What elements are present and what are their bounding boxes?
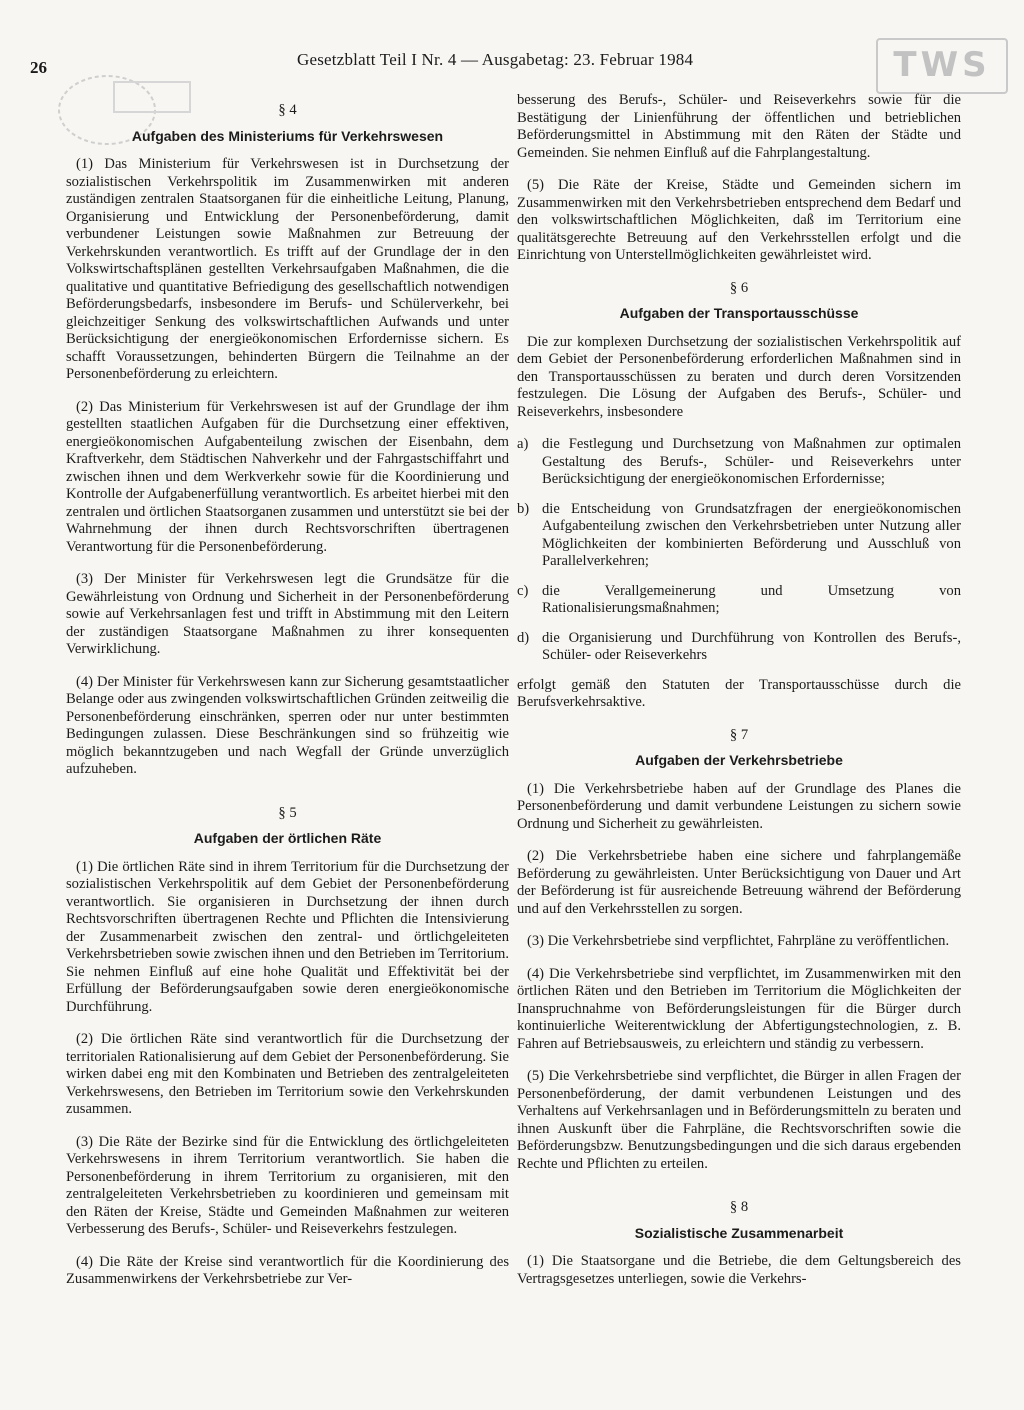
left-column bbox=[66, 90, 509, 1304]
list-item bbox=[517, 501, 961, 571]
section-8-title: Sozialistische Zusammenarbeit bbox=[634, 1224, 844, 1241]
section-5-paragraph-5: (5) Die Räte der Kreise, Städte und Gemeinden sichern im Zusammenwirken mit den Verkehrsbetrieben entsprechend dem Bedarf und den volkswirtschaftlichen Möglichkeiten, daß im Territorium eine qualitätsgerechte Betreuung auf den Verkehrsstellen erfolgt und die Einrichtung von Unterstellmöglichkeiten gewährleistet wird. bbox=[517, 177, 961, 263]
section-5-paragraph-2: (2) Die örtlichen Räte sind verantwortlich für die Durchsetzung der territorialen Rationalisierung auf dem Gebiet der Personenbeförderung. Sie wirken dabei eng mit den Kombinaten und Betrieben des zentralgeleiteten Verkehrswesens, den Betrieben im Territorium sowie den Verkehrskunden zusammen. bbox=[66, 1031, 509, 1117]
list-item-text: die Festlegung und Durchsetzung von Maßnahmen zur optimalen Gestaltung des Berufs-, Schüler- und Reiseverkehrs unter Berücksichtigung der energieökonomischen Erfordernisse; bbox=[542, 436, 961, 487]
section-4-paragraph-2: (2) Das Ministerium für Verkehrswesen ist auf der Grundlage der ihm gestellten staatlichen Aufgaben für die Durchsetzung einer effektiven, energieökonomischen Aufgabenteilung zwischen der Eisenbahn, dem Kraftverkehr, dem Städtischen Nahverkehr und der Fahrgastschiffahrt und zwischen ihnen und dem Werkverkehr sowie für die Koordinierung und Kontrolle der Aufgabenerfüllung verantwortlich. Es arbeitet hierbei mit den zentralen und örtlichen Staatsorganen zusammen und unterstützt sie bei der Wahrnehmung der ihnen durch Rechtsvorschriften übertragenen Verantwortung für die Personenbeförderung. bbox=[66, 398, 509, 555]
list-item-letter: a) bbox=[517, 436, 529, 452]
right-column bbox=[517, 92, 961, 1303]
archive-stamp: TWS bbox=[876, 38, 1008, 94]
section-7-number: § 7 bbox=[729, 726, 749, 743]
list-item-letter: d) bbox=[517, 629, 530, 646]
list-item-text: die Verallgemeinerung und Umsetzung von Rationalisierungsmaßnahmen; bbox=[542, 582, 961, 616]
list-item-letter: c) bbox=[517, 582, 529, 599]
section-7-paragraph-3: (3) Die Verkehrsbetriebe sind verpflichtet, Fahrpläne zu veröffentlichen. bbox=[527, 933, 950, 949]
section-6-number: § 6 bbox=[729, 279, 749, 296]
section-7-paragraph-2: (2) Die Verkehrsbetriebe haben eine sichere und fahrplangemäße Beförderung zu gewährleisten. Unter Berücksichtigung von Dauer und Art der Beförderung ist für ausreichende Betreuung während der Beförderung und auf den Verkehrsstellen zu sorgen. bbox=[517, 848, 961, 917]
section-5-paragraph-3: (3) Die Räte der Bezirke sind für die Entwicklung des örtlichgeleiteten Verkehrswesens in ihrem Territorium verantwortlich. Sie haben die Personenbeförderung in ihrem Territorium zu organisieren, mit den zentralgeleiteten Verkehrsbetrieben zu koordinieren und gemeinsam mit den Räten der Kreise, Städte und Gemeinden Maßnahmen zur weiteren Verbesserung des Berufs-, Schüler- und Reiseverkehrs festzulegen. bbox=[66, 1133, 509, 1237]
section-6-closing: erfolgt gemäß den Statuten der Transportausschüsse durch die Berufsverkehrsaktive. bbox=[517, 676, 961, 710]
section-5-paragraph-4: (4) Die Räte der Kreise sind verantwortlich für die Koordinierung des Zusammenwirkens der Verkehrsbetriebe zur Ver- bbox=[66, 1253, 509, 1287]
section-6-item-list bbox=[517, 436, 961, 665]
section-7-title: Aufgaben der Verkehrsbetriebe bbox=[635, 752, 843, 768]
section-7-paragraph-1: (1) Die Verkehrsbetriebe haben auf der Grundlage des Planes die Personenbeförderung und damit verbundene Leistungen zu sichern sowie Ordnung und Sicherheit zu gewährleisten. bbox=[517, 780, 961, 832]
running-head: Gesetzblatt Teil I Nr. 4 — Ausgabetag: 23. Februar 1984 bbox=[297, 50, 694, 69]
section-8-number: § 8 bbox=[729, 1199, 749, 1215]
list-item bbox=[517, 436, 961, 489]
list-item-text: die Entscheidung von Grundsatzfragen der energieökonomischen Aufgabenteilung zwischen den Verkehrsbetrieben unter Nutzung aller Möglichkeiten der kombinierten Beförderung und Ausschluß von Parallelverkehren; bbox=[542, 500, 961, 569]
section-8-paragraph-1: (1) Die Staatsorgane und die Betriebe, die dem Geltungsbereich des Vertragsgesetzes unterliegen, sowie die Verkehrs- bbox=[517, 1253, 961, 1287]
section-4-title: Aufgaben des Ministeriums für Verkehrswesen bbox=[131, 127, 444, 144]
section-4-number: § 4 bbox=[278, 102, 297, 118]
section-4-paragraph-1: (1) Das Ministerium für Verkehrswesen ist in Durchsetzung der sozialistischen Verkehrspolitik im Zusammenwirken mit anderen zuständigen zentralen Staatsorganen für die einheitliche Leitung, Planung, Organisierung und Entwicklung der Personenbeförderung, damit verbundener Leistungen sowie Maßnahmen zur Betreuung der Verkehrskunden verantwortlich. Es trifft auf der Grundlage der in den Volkswirtschaftsplänen gestellten Verkehrsaufgaben Maßnahmen, die die qualitative und quantitative Befriedigung des gesellschaftlich notwendigen Beförderungsbedarfs, insbesondere im Berufs- und Schülerverkehr, bei gleichzeitiger Senkung des volkswirtschaftlichen Aufwands und unter Berücksichtigung der energieökonomischen Erfordernisse sichern. Es schafft Voraussetzungen, behinderten Bürgern die Teilnahme an der Personenbeförderung zu erleichtern. bbox=[66, 156, 509, 382]
section-5-number: § 5 bbox=[278, 804, 297, 821]
list-item bbox=[517, 583, 961, 618]
section-5-paragraph-4-continued: besserung des Berufs-, Schüler- und Reiseverkehrs sowie für die Bestätigung der Linienführung der öffentlichen und betrieblichen Beförderungsmittel in Abstimmung mit den Räten der Städte und Gemeinden. Sie nehmen Einfluß auf die Fahrplangestaltung. bbox=[517, 92, 961, 161]
section-6-title: Aufgaben der Transportausschüsse bbox=[619, 305, 859, 321]
section-7-paragraph-4: (4) Die Verkehrsbetriebe sind verpflichtet, im Zusammenwirken mit den örtlichen Räten und den Betrieben im Territorium die Möglichkeiten der Inanspruchnahme von Beförderungsleistungen für die Bürger durch kontinuierliche Weiterentwicklung der Abfertigungstechnologien, z. B. Fahren auf Betriebsausweis, zu erleichtern und ständig zu verbessern. bbox=[517, 965, 961, 1052]
section-5-title: Aufgaben der örtlichen Räte bbox=[193, 830, 382, 846]
list-item-letter: b) bbox=[517, 500, 530, 517]
section-5-paragraph-1: (1) Die örtlichen Räte sind in ihrem Territorium für die Durchsetzung der sozialistischen Verkehrspolitik auf dem Gebiet der Personenbeförderung verantwortlich. Sie organisieren in Durchsetzung der ihnen durch Rechtsvorschriften übertragenen Rechte und Pflichten die Intensivierung der Zusammenarbeit zwischen den zentral- und örtlichgeleiteten Verkehrsbetrieben sowie zwischen ihnen und den Betrieben im Territorium. Sie nehmen Einfluß auf eine hohe Qualität und Effektivität bei der Erfüllung der Beförderungsaufgaben sowie deren energieökonomische Durchführung. bbox=[66, 858, 509, 1015]
list-item bbox=[517, 630, 961, 665]
section-4-paragraph-3: (3) Der Minister für Verkehrswesen legt die Grundsätze für die Gewährleistung von Ordnung und Sicherheit in der Personenbeförderung sowie auf Verkehrsanlagen fest und trifft in Abstimmung mit den Leitern der zuständigen Staatsorgane Maßnahmen zu ihrer konsequenten Verwirklichung. bbox=[66, 571, 509, 657]
list-item-text: die Organisierung und Durchführung von Kontrollen des Berufs-, Schüler- oder Reiseverkehrs bbox=[542, 629, 961, 663]
section-4-paragraph-4: (4) Der Minister für Verkehrswesen kann zur Sicherung gesamtstaatlicher Belange oder aus zwingenden volkswirtschaftlichen Gründen zeitweilig die Personenbeförderung einschränken, sperren oder nur unter bestimmten Bedingungen zulassen. Diese Beschränkungen sind so frühzeitig wie möglich bekanntzugeben und nach Wegfall der Gründe unverzüglich aufzuheben. bbox=[66, 673, 509, 777]
section-6-intro: Die zur komplexen Durchsetzung der sozialistischen Verkehrspolitik auf dem Gebiet der Personenbeförderung erforderlichen Maßnahmen sind in den Transportausschüssen zu beraten und durch deren Vorsitzenden festzulegen. Die Lösung der Aufgaben des Berufs-, Schüler- und Reiseverkehrs, insbesondere bbox=[517, 333, 961, 420]
page-number: 26 bbox=[30, 58, 47, 77]
section-7-paragraph-5: (5) Die Verkehrsbetriebe sind verpflichtet, die Bürger in allen Fragen der Personenbeförderung, der damit verbundenen Leistungen und des Verhaltens auf Verkehrsanlagen und in Beförderungsmitteln zu beraten und ihnen Auskunft über die Fahrpläne, die Rechtsvorschriften sowie die Beförderungsbzw. Benutzungsbedingungen und die sich daraus ergebenden Rechte und Pflichten zu erteilen. bbox=[517, 1068, 961, 1172]
